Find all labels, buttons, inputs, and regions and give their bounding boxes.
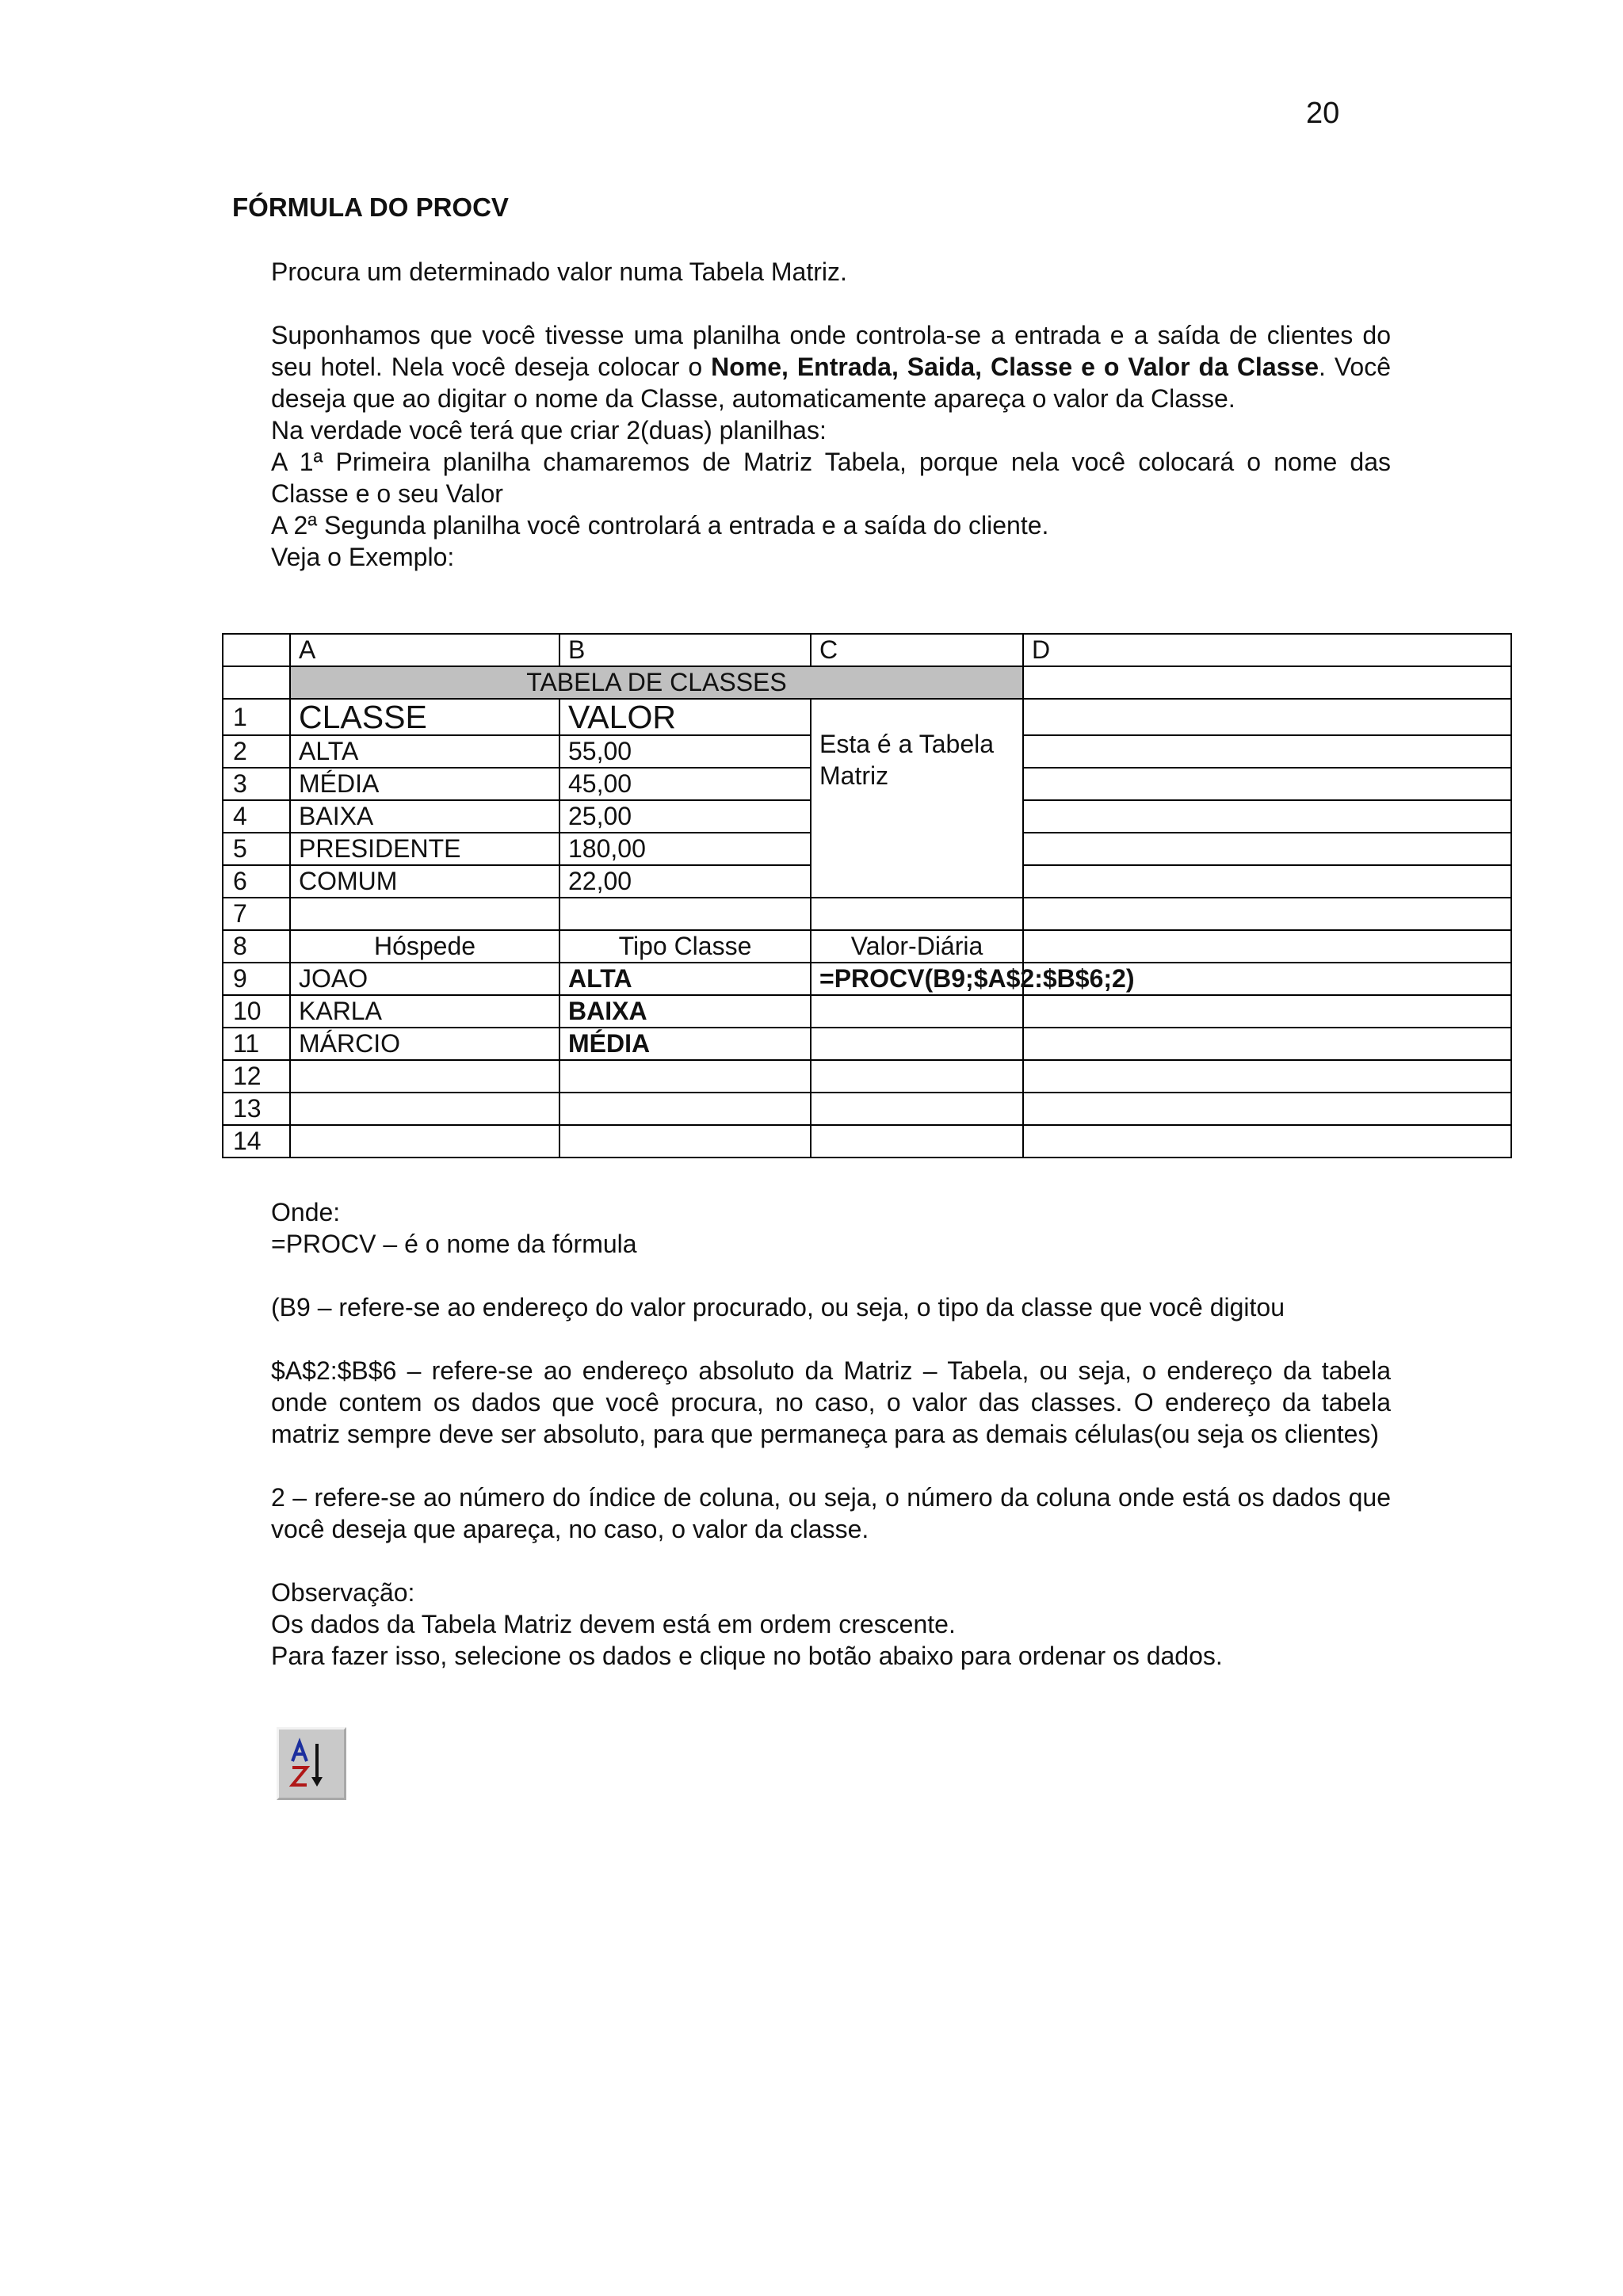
col-header-c: C [811, 634, 1023, 666]
matrix-cell: 55,00 [559, 735, 811, 768]
section-heading: FÓRMULA DO PROCV [232, 193, 509, 222]
row-number: 2 [223, 735, 290, 768]
table-row [223, 995, 1511, 1028]
observacao-line: Para fazer isso, selecione os dados e clique no botão abaixo para ordenar os dados. [271, 1642, 1223, 1670]
table-row [223, 1060, 1511, 1093]
guest-header-tipo: Tipo Classe [559, 930, 811, 963]
table-row [223, 1093, 1511, 1125]
row-number: 11 [223, 1028, 290, 1060]
guest-class: MÉDIA [559, 1028, 811, 1060]
table-title-row [223, 666, 1511, 699]
col-header-d: D [1023, 634, 1511, 666]
text-line: A 1ª Primeira planilha chamaremos de Matriz Tabela, porque nela você colocará o nome das Classe e o seu Valor [271, 448, 1391, 508]
matrix-cell: BAIXA [290, 800, 559, 833]
sort-ascending-button[interactable] [277, 1727, 346, 1800]
paragraph-description: Suponhamos que você tivesse uma planilha onde controla-se a entrada e a saída de clientes do seu hotel. Nela você deseja colocar o Nome, Entrada, Saida, Classe e o Valor da Classe. Você deseja que ao digitar o nome da Classe, automaticamente apareça o valor da Classe. [271, 321, 1392, 413]
guest-header-valor: Valor-Diária [811, 930, 1023, 963]
explain-range: $A$2:$B$6 – refere-se ao endereço absoluto da Matriz – Tabela, ou seja, o endereço da tabela onde contem os dados que você procura, no caso, o valor das classes. O endereço da tabela matriz sempre deve ser absoluto, para que permaneça para as demais células(ou seja os clientes) [271, 1356, 1391, 1448]
table-row [223, 898, 1511, 930]
matrix-cell: COMUM [290, 865, 559, 898]
explain-index: 2 – refere-se ao número do índice de coluna, ou seja, o número da coluna onde está os dados que você deseja que apareça, no caso, o valor da classe. [271, 1483, 1391, 1543]
guest-name: MÁRCIO [290, 1028, 559, 1060]
row-number: 7 [223, 898, 290, 930]
row-number: 13 [223, 1093, 290, 1125]
guest-name: KARLA [290, 995, 559, 1028]
row-number: 10 [223, 995, 290, 1028]
row-number: 9 [223, 963, 290, 995]
matrix-cell: 180,00 [559, 833, 811, 865]
row-number: 8 [223, 930, 290, 963]
guest-class: BAIXA [559, 995, 811, 1028]
matrix-cell: MÉDIA [290, 768, 559, 800]
matrix-note: Esta é a Tabela Matriz [811, 699, 1023, 898]
table-title: TABELA DE CLASSES [290, 666, 1023, 699]
text-line: Veja o Exemplo: [271, 543, 455, 571]
corner-cell [223, 634, 290, 666]
column-header-row [223, 634, 1511, 666]
table-row [223, 1028, 1511, 1060]
table-row [223, 930, 1511, 963]
matrix-header-classe: CLASSE [290, 699, 559, 735]
table-row [223, 963, 1511, 995]
intro-block [271, 256, 1391, 573]
matrix-cell: PRESIDENTE [290, 833, 559, 865]
table-row [223, 699, 1511, 735]
matrix-cell: 25,00 [559, 800, 811, 833]
sort-ascending-az-icon [279, 1730, 344, 1798]
observacao-line: Os dados da Tabela Matriz devem está em ordem crescente. [271, 1610, 956, 1638]
col-header-a: A [290, 634, 559, 666]
row-number: 1 [223, 699, 290, 735]
guest-class: ALTA [559, 963, 811, 995]
text-line: Na verdade você terá que criar 2(duas) planilhas: [271, 416, 827, 444]
table-row [223, 1125, 1511, 1158]
guest-name: JOAO [290, 963, 559, 995]
page-number: 20 [1306, 97, 1340, 130]
onde-procv: =PROCV – é o nome da fórmula [271, 1230, 637, 1258]
matrix-cell: 45,00 [559, 768, 811, 800]
matrix-cell: 22,00 [559, 865, 811, 898]
spreadsheet-example [222, 633, 1512, 1158]
row-number: 6 [223, 865, 290, 898]
text-line: A 2ª Segunda planilha você controlará a entrada e a saída do cliente. [271, 511, 1049, 540]
onde-label: Onde: [271, 1198, 341, 1226]
bold-fields: Nome, Entrada, Saida, Classe e o Valor da Classe [711, 353, 1319, 381]
observacao-label: Observação: [271, 1578, 415, 1607]
formula-cell: =PROCV(B9;$A$2:$B$6;2) [811, 963, 1023, 995]
intro-text: Procura um determinado valor numa Tabela Matriz. [271, 257, 847, 286]
guest-header-hospede: Hóspede [290, 930, 559, 963]
row-number: 12 [223, 1060, 290, 1093]
row-number: 4 [223, 800, 290, 833]
row-number: 14 [223, 1125, 290, 1158]
matrix-header-valor: VALOR [559, 699, 811, 735]
explain-b9: (B9 – refere-se ao endereço do valor procurado, ou seja, o tipo da classe que você digitou [271, 1293, 1285, 1322]
col-header-b: B [559, 634, 811, 666]
row-number: 3 [223, 768, 290, 800]
row-number: 5 [223, 833, 290, 865]
explanation-block [271, 1196, 1391, 1672]
matrix-cell: ALTA [290, 735, 559, 768]
